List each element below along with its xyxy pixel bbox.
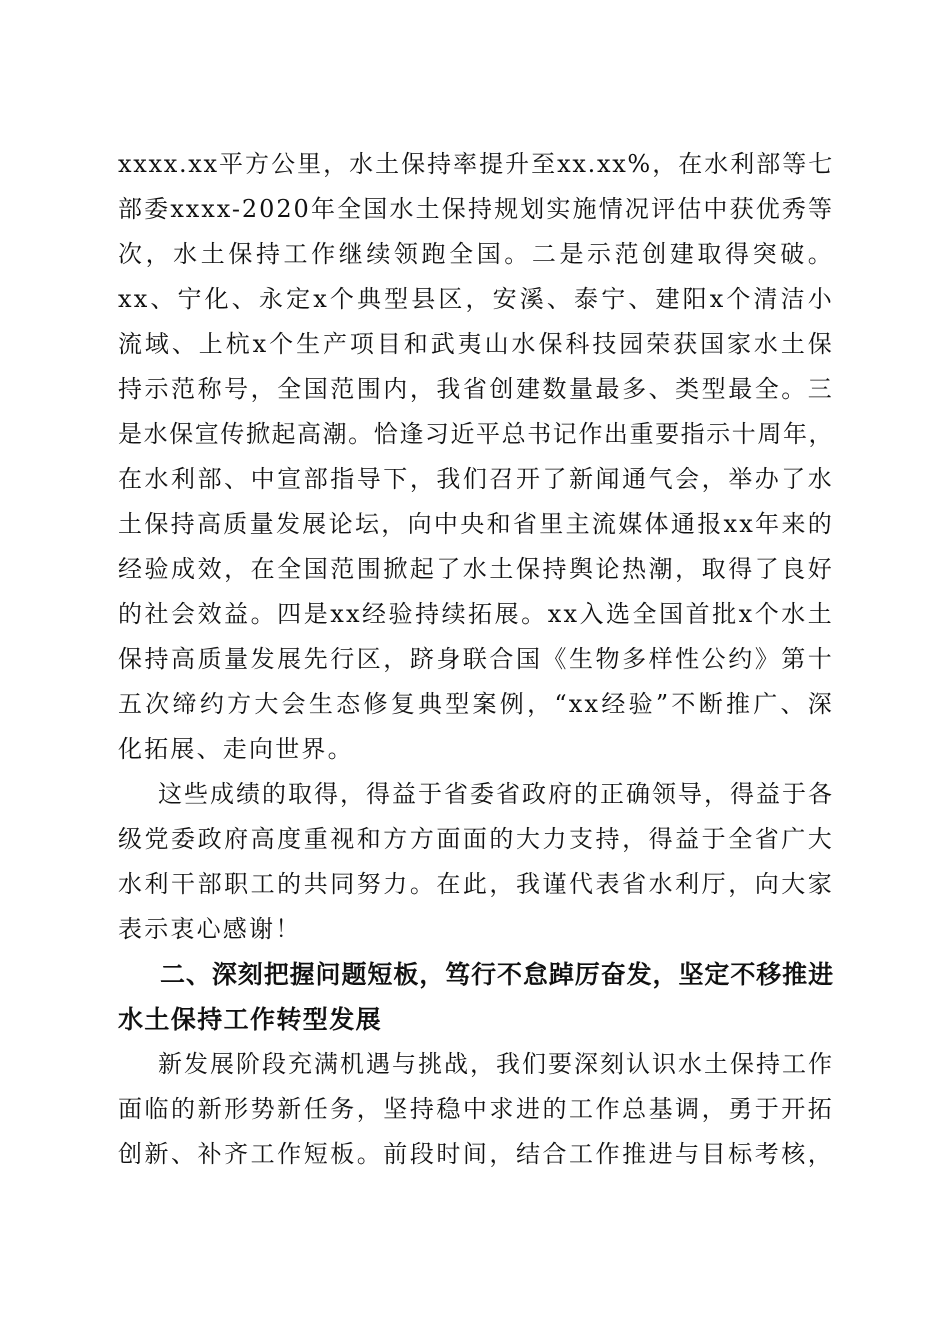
text-line: 这些成绩的取得，得益于省委省政府的正确领导，得益于各 — [158, 780, 834, 808]
text-line: 在水利部、中宣部指导下，我们召开了新闻通气会，举办了水 — [118, 465, 834, 493]
text-line: 次，水土保持工作继续领跑全国。二是示范创建取得突破。 — [118, 240, 834, 268]
text-line: 持示范称号，全国范围内，我省创建数量最多、类型最全。三 — [118, 375, 834, 403]
paragraph-thanks — [118, 772, 834, 952]
text-line: 流域、上杭x个生产项目和武夷山水保科技园荣获国家水土保 — [118, 330, 834, 358]
text-line: 五次缔约方大会生态修复典型案例，“xx经验”不断推广、深 — [118, 690, 834, 718]
section-heading — [118, 952, 834, 1042]
text-line: 化拓展、走向世界。 — [118, 735, 354, 763]
text-line: 创新、补齐工作短板。前段时间，结合工作推进与目标考核， — [118, 1140, 834, 1168]
text-line: 新发展阶段充满机遇与挑战，我们要深刻认识水土保持工作 — [158, 1050, 834, 1078]
heading-line: 水土保持工作转型发展 — [118, 1005, 383, 1034]
text-line: 的社会效益。四是xx经验持续拓展。xx入选全国首批x个水土 — [118, 600, 834, 628]
text-line: 土保持高质量发展论坛，向中央和省里主流媒体通报xx年来的 — [118, 510, 834, 538]
text-line: 面临的新形势新任务，坚持稳中求进的工作总基调，勇于开拓 — [118, 1095, 834, 1123]
paragraph-new-stage — [118, 1042, 834, 1177]
text-line: 保持高质量发展先行区，跻身联合国《生物多样性公约》第十 — [118, 645, 834, 673]
text-line: 部委xxxx-2020年全国水土保持规划实施情况评估中获优秀等 — [118, 195, 834, 223]
text-line: xx、宁化、永定x个典型县区，安溪、泰宁、建阳x个清洁小 — [118, 285, 834, 313]
text-line: xxxx.xx平方公里，水土保持率提升至xx.xx%，在水利部等七 — [118, 150, 834, 178]
paragraph-achievements — [118, 142, 834, 772]
text-line: 表示衷心感谢！ — [118, 915, 302, 943]
text-line: 水利干部职工的共同努力。在此，我谨代表省水利厅，向大家 — [118, 870, 834, 898]
text-line: 经验成效，在全国范围掀起了水土保持舆论热潮，取得了良好 — [118, 555, 834, 583]
text-line: 是水保宣传掀起高潮。恰逢习近平总书记作出重要指示十周年， — [118, 420, 834, 448]
heading-line: 二、深刻把握问题短板，笃行不怠踔厉奋发，坚定不移推进 — [160, 960, 834, 989]
text-line: 级党委政府高度重视和方方面面的大力支持，得益于全省广大 — [118, 825, 834, 853]
